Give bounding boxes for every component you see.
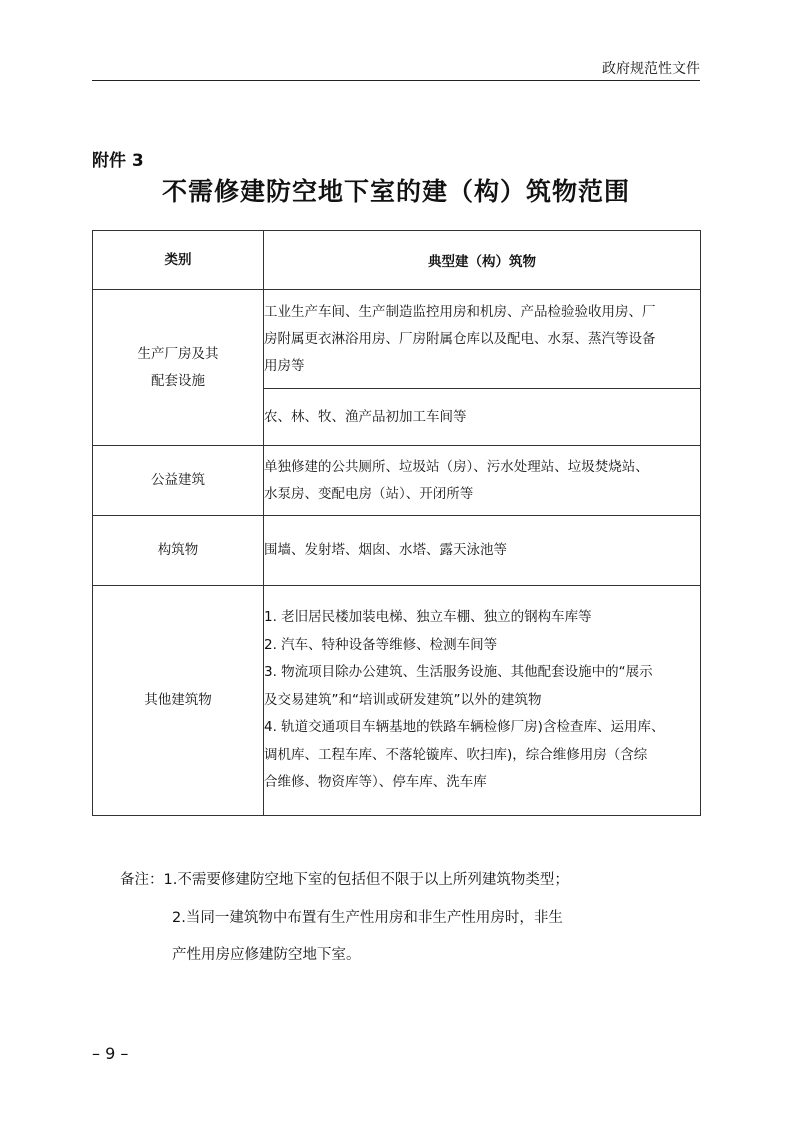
desc-line: 农、林、牧、渔产品初加工车间等: [264, 408, 467, 425]
category-line: 公益建筑: [151, 472, 205, 488]
note-line-3: 产性用房应修建防空地下室。: [172, 947, 361, 963]
table-header-row: [93, 231, 701, 290]
category-cell: [93, 586, 264, 816]
desc-line: 2. 汽车、特种设备等维修、检测车间等: [264, 636, 498, 653]
buildings-cell: [264, 290, 701, 389]
desc-line: 房附属更衣淋浴用房、厂房附属仓库以及配电、水泵、蒸汽等设备: [264, 330, 656, 347]
header-category: 类别: [93, 231, 264, 290]
attachment-label: 附件 3: [92, 151, 144, 171]
header-buildings: 典型建（构）筑物: [264, 231, 701, 290]
note-line-2: 2.当同一建筑物中布置有生产性用房和非生产性用房时，非生: [172, 910, 563, 926]
desc-line: 围墙、发射塔、烟囱、水塔、露天泳池等: [264, 542, 507, 558]
note-line-1: 备注：1.不需要修建防空地下室的包括但不限于以上所列建筑物类型；: [120, 872, 569, 888]
table-row: [93, 290, 701, 389]
desc-line: 合维修、物资库等）、停车库、洗车库: [264, 774, 487, 791]
category-line: 其他建筑物: [144, 692, 212, 708]
category-line: 生产厂房及其: [137, 345, 219, 362]
buildings-cell: [264, 586, 701, 816]
category-line: 构筑物: [157, 542, 199, 558]
buildings-table: [92, 230, 701, 816]
buildings-cell: [264, 446, 701, 516]
desc-line: 工业生产车间、生产制造监控用房和机房、产品检验验收用房、厂: [264, 303, 656, 320]
desc-line: 3. 物流项目除办公建筑、生活服务设施、其他配套设施中的“展示: [264, 664, 653, 681]
table-row: [93, 586, 701, 816]
category-cell: [93, 290, 264, 446]
table-row: [93, 516, 701, 586]
table-row: [93, 446, 701, 516]
page-number: – 9 –: [92, 1044, 129, 1063]
desc-line: 调机库、工程车库、不落轮镟库、吹扫库)，综合维修用房（含综: [264, 746, 648, 763]
desc-line: 单独修建的公共厕所、垃圾站（房）、污水处理站、垃圾焚烧站、: [264, 458, 649, 475]
document-type-label: 政府规范性文件: [602, 61, 700, 77]
desc-line: 1. 老旧居民楼加装电梯、独立车棚、独立的钢构车库等: [264, 609, 592, 626]
category-line: 配套设施: [151, 372, 205, 389]
page-header: [92, 56, 700, 81]
desc-line: 水泵房、变配电房（站）、开闭所等: [264, 485, 474, 502]
desc-line: 4. 轨道交通项目车辆基地的铁路车辆检修厂房)含检查库、运用库、: [264, 719, 665, 736]
category-cell: [93, 446, 264, 516]
category-cell: [93, 516, 264, 586]
buildings-cell: [264, 516, 701, 586]
desc-line: 及交易建筑”和“培训或研发建筑”以外的建筑物: [264, 691, 542, 708]
page-title: 不需修建防空地下室的建（构）筑物范围: [161, 177, 630, 206]
buildings-cell: [264, 389, 701, 446]
desc-line: 用房等: [264, 357, 305, 374]
